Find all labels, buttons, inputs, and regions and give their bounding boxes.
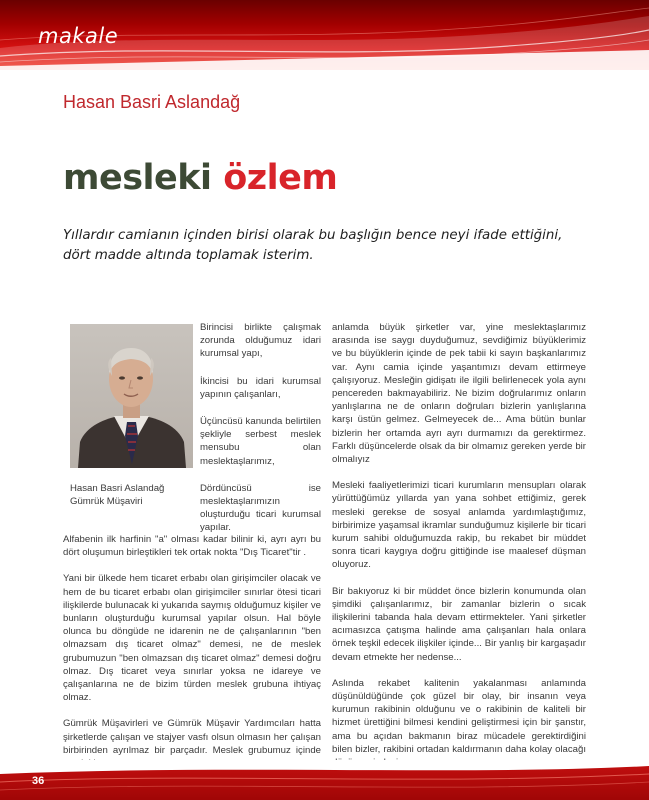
body-paragraph: Mesleki faaliyetlerimizi ticari kurumların mensupları olarak yürüttüğümüz yıllarda yan yana sohbet ettiğimiz, gerek mesleki gerekse de sosyal anlamda yardımlaştığımız, birbirimize yaşamsal ikramlar sunduğumuz kişilerle bir ticari kurum sahibi olduğumuzda rakip, bu rekabet bir müddet sonra ticari kaygıya doğru gittiğinde ise maalesef düşman oluyoruz.	[332, 480, 586, 571]
body-paragraph: Aslında rekabet kalitenin yakalanması anlamında düşünüldüğünde çok güzel bir olay, bir insanın veya kurumun rakibinin olduğunu ve o rakibinin de kaliteli bir hizmet ürettiğini bilmesi kendini geliştirmesi için bir şanstır, ama bu açıdan bakmanın biraz mücadele gerektirdiğini bilen bizler, rakibini ortadan kaldırmanın daha kolay olacağı	[332, 677, 586, 755]
author-name: Hasan Basri Aslandağ	[63, 92, 241, 112]
side-column	[200, 321, 321, 549]
body-paragraph: Gümrük Müşavirleri ve Gümrük Müşavir Yardımcıları hatta şirketlerde çalışan ve stajyer vasfı olsun olmasın her çalışan birbirinden ayrılmaz bir parçadır. Meslek grubumuz içinde	[63, 718, 321, 756]
header-banner	[0, 0, 649, 70]
page-number: 36	[32, 775, 45, 787]
body-paragraph: Yani bir ülkede hem ticaret erbabı olan girişimciler olacak ve hem de bu ticaret erbabı olan girişimciler sınırlar ötesi ticari ilişkilerde bulunacak ki yukarıda saymış olduğumuz kişiler ve bunların oluşturduğu kurumsal yapılar olsun. Hal böyle olunca bu döngüde ne idarenin ne de çalışanlarının "ben olmazsam dış ticaret olmaz" demesi, ne de meslek grubumuzun "ben olmazsan dış ticaret olmaz" demesi doğru olmaz. Dış ticaret veya sınırlar yoksa ne idareye ve çalışanlarına ne de bizim türden meslek grubuna ihtiyaç olmaz.	[63, 573, 321, 704]
caption-role: Gümrük Müşaviri	[70, 496, 143, 507]
body-paragraph: Bir bakıyoruz ki bir müddet önce bizlerin konumunda olan şimdiki çalışanlarımız, bir zamanlar bizlerin o sıcak ilişkilerini tabanda hala devam ettirmekteler. Yani şirketler acımasızca çatışma halinde ama çalışanları hala onlara örnek teşkil edecek ilişkiler içinde... Bir yanlış bir kargaşadır devam etmekte her nedense...	[332, 585, 586, 663]
body-paragraph: anlamda büyük şirketler var, yine meslektaşlarımız arasında ise saygı duyduğumuz, sevdiğimiz büyüklerimiz ve bu büyüklerin içinde de pek tabii ki sayın başkanlarımız var. Aynı camia içinde yaşantımızı devam ettirmeye çalışıyoruz. Mesleğin gidişatı ile ilgili belirlenecek yola aynı pencereden bakmayabiliriz. Ne bizim doğrularımız onların yanlışlarına ne de onların doğruları bizlerin yanlışlarına karşı üstün gelmez. Gelmeyecek de... Ama bütün bunlar bizlerin her ortamda ayrı ayrı durmamızı da gerektirmez. Farklı düşüncelerde olsak da bir olmamız gereken yerde bir olmalıyız	[332, 322, 586, 466]
side-paragraph: Üçüncüsü kanunda belirtilen şekliyle serbest meslek mensubu olan meslektaşlarımız,	[200, 416, 321, 467]
intro-text: Yıllardır camianın içinden birisi olarak bu başlığın bence neyi ifade ettiğini, dört madde altında toplamak isterim.	[63, 228, 563, 263]
author-photo	[70, 324, 193, 468]
body-paragraph: Alfabenin ilk harfinin "a" olması kadar bilinir ki, ayrı ayrı bu dört oluşumun birleştikleri tek ortak nokta "Dış Ticaret"tir .	[63, 534, 321, 559]
side-paragraph: Dördüncüsü ise meslektaşlarımızın oluşturduğu ticari kurumsal yapılar.	[200, 482, 321, 534]
side-paragraph: İkincisi bu idari kurumsal yapının çalışanları,	[200, 375, 321, 400]
right-column	[332, 321, 586, 782]
article-title	[63, 158, 337, 198]
footer-band	[0, 760, 649, 800]
photo-caption	[70, 482, 164, 508]
title-part-1: mesleki	[63, 158, 212, 198]
section-label: makale	[38, 24, 119, 48]
footer-wave-decoration	[0, 760, 649, 800]
side-paragraph: Birincisi birlikte çalışmak zorunda olduğumuz idari kurumsal yapı,	[200, 322, 321, 360]
portrait-illustration	[70, 324, 193, 468]
title-part-2: özlem	[223, 158, 338, 198]
left-column	[63, 533, 321, 783]
caption-name: Hasan Basri Aslandağ	[70, 483, 165, 494]
